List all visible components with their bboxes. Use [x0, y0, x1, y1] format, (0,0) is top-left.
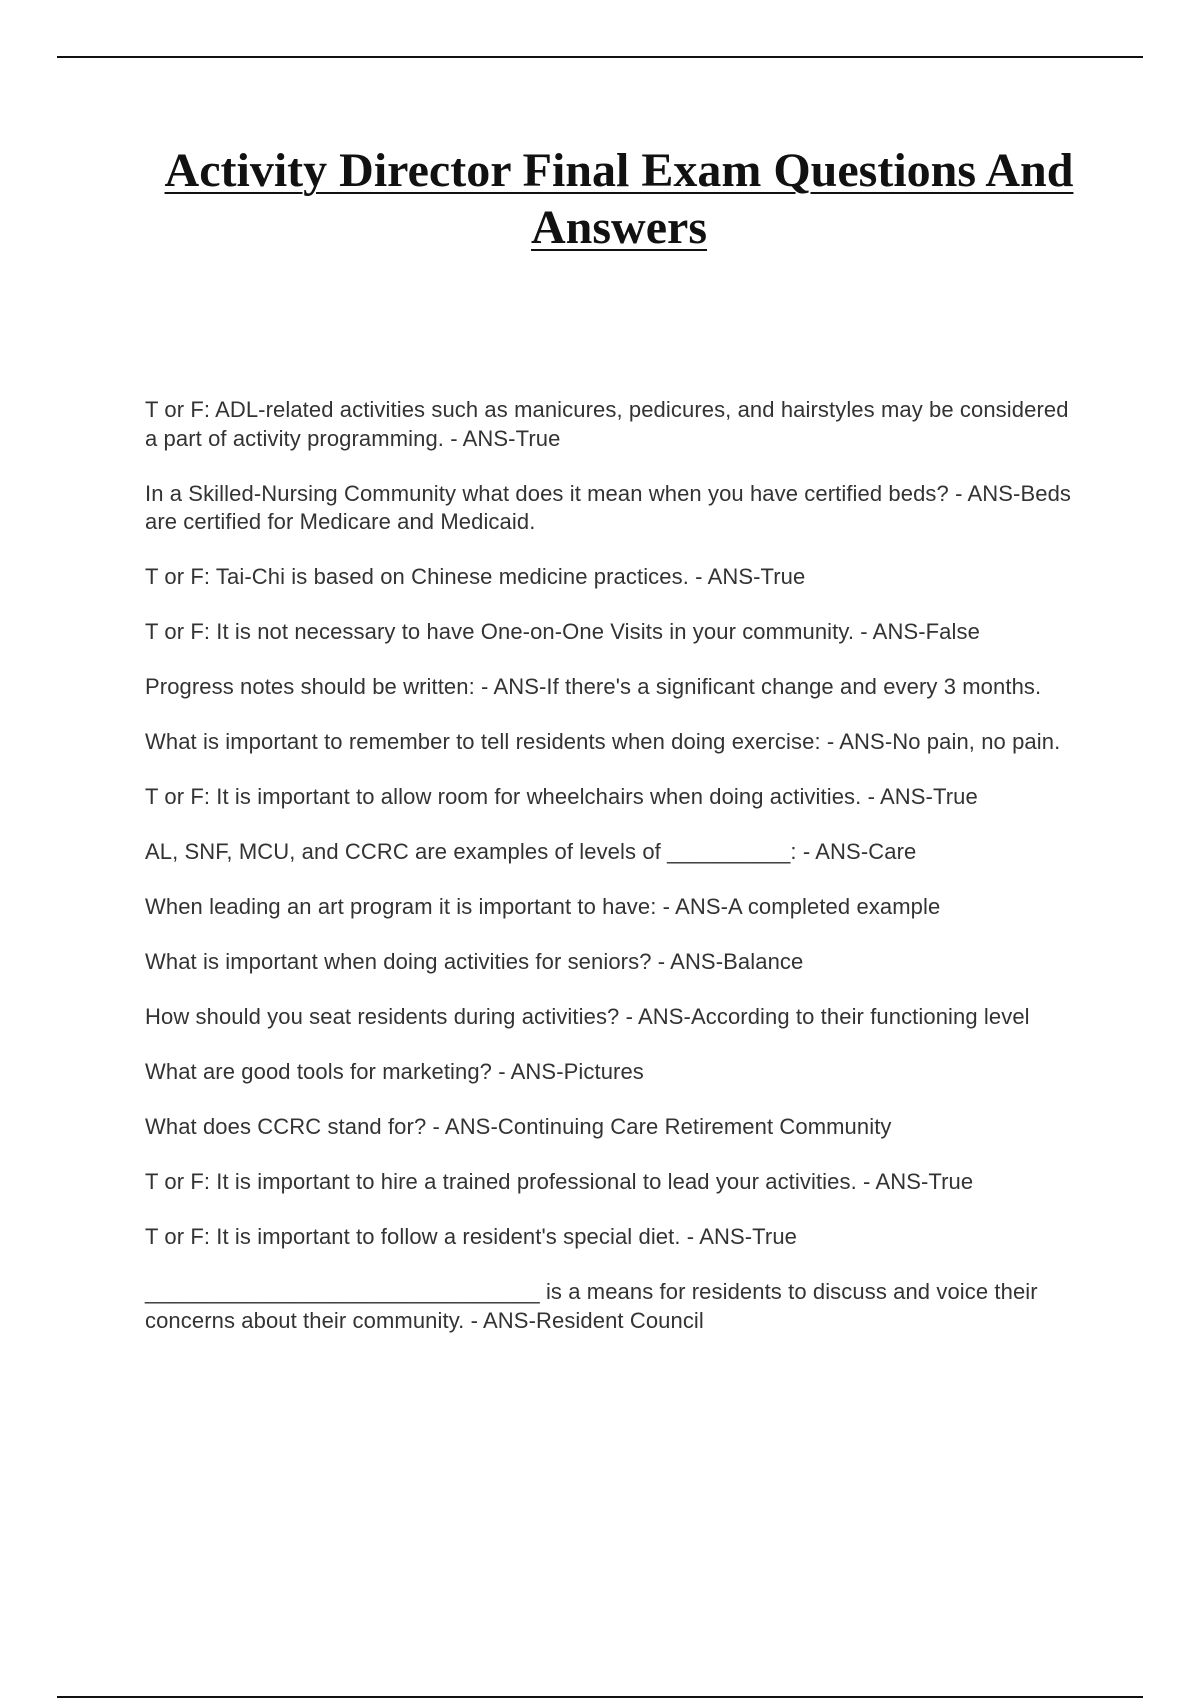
qa-item: T or F: ADL-related activities such as manicures, pedicures, and hairstyles may be considered a part of activity programming. - ANS-True	[145, 397, 1069, 451]
qa-item: How should you seat residents during activities? - ANS-According to their functioning level	[145, 1004, 1030, 1029]
qa-item: AL, SNF, MCU, and CCRC are examples of levels of __________: - ANS-Care	[145, 839, 917, 864]
document-title: Activity Director Final Exam Questions And Answers	[164, 144, 1074, 254]
qa-item: What is important when doing activities for seniors? - ANS-Balance	[145, 949, 804, 974]
qa-item: What is important to remember to tell residents when doing exercise: - ANS-No pain, no pain.	[145, 729, 1061, 754]
qa-item: In a Skilled-Nursing Community what does it mean when you have certified beds? - ANS-Beds are certified for Medicare and Medicaid.	[145, 480, 1072, 534]
qa-item: T or F: It is important to follow a resident's special diet. - ANS-True	[145, 1224, 797, 1249]
header-rule	[57, 56, 1143, 58]
qa-item: When leading an art program it is important to have: - ANS-A completed example	[145, 894, 941, 919]
qa-item: T or F: Tai-Chi is based on Chinese medicine practices. - ANS-True	[145, 564, 806, 589]
qa-item: T or F: It is important to allow room for wheelchairs when doing activities. - ANS-True	[145, 784, 978, 809]
qa-item: T or F: It is not necessary to have One-on-One Visits in your community. - ANS-False	[145, 619, 980, 644]
qa-item: What are good tools for marketing? - ANS-Pictures	[145, 1059, 644, 1084]
qa-item: Progress notes should be written: - ANS-If there's a significant change and every 3 months.	[145, 674, 1042, 699]
qa-item: What does CCRC stand for? - ANS-Continuing Care Retirement Community	[145, 1114, 892, 1139]
footer-rule	[57, 1696, 1143, 1698]
qa-item: T or F: It is important to hire a trained professional to lead your activities. - ANS-True	[145, 1169, 974, 1194]
qa-item: ________________________________ is a means for residents to discuss and voice their concerns about their community. - ANS-Resident Council	[145, 1279, 1038, 1333]
qa-list	[145, 396, 1085, 1362]
